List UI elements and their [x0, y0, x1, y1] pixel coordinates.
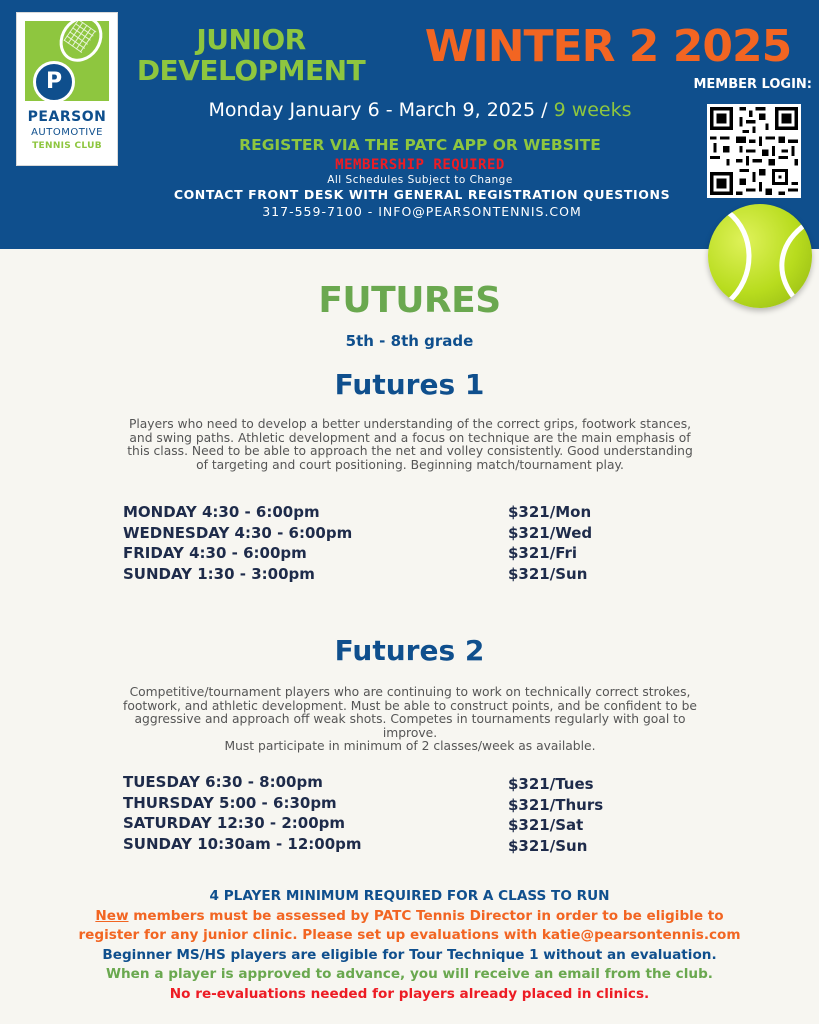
schedule-prices-futures-2 [508, 774, 603, 856]
session-dates [150, 99, 690, 121]
description-note: Must participate in minimum of 2 classes/week as available. [224, 739, 596, 753]
logo-name: PEARSON [27, 109, 107, 125]
member-login-label: MEMBER LOGIN: [693, 77, 812, 92]
schedule-time: SATURDAY 12:30 - 2:00pm [123, 814, 346, 832]
logo-club-name: TENNIS CLUB [32, 141, 102, 151]
date-separator: / [541, 99, 548, 121]
grade-range: 5th - 8th grade [345, 332, 474, 350]
date-range: Monday January 6 - March 9, 2025 [208, 99, 536, 121]
schedule-time: SUNDAY 1:30 - 3:00pm [123, 564, 315, 583]
schedule-time: THURSDAY 5:00 - 6:30pm [123, 793, 337, 812]
week-count: 9 weeks [553, 99, 632, 121]
schedule-time: FRIDAY 4:30 - 6:00pm [123, 544, 307, 562]
header-banner [0, 0, 819, 249]
minimum-players-note: 4 PLAYER MINIMUM REQUIRED FOR A CLASS TO RUN [209, 888, 610, 904]
schedule-notice: All Schedules Subject to Change [327, 174, 513, 186]
program-title: JUNIOR DEVELOPMENT [136, 23, 366, 87]
register-instructions: REGISTER VIA THE PATC APP OR WEBSITE [239, 136, 601, 154]
assessment-note-line-2[interactable]: register for any junior clinic. Please set up evaluations with katie@pearsontennis.com [78, 927, 741, 943]
section-title-futures-1: Futures 1 [334, 368, 485, 401]
assessment-note-line-1 [0, 907, 819, 927]
schedule-price: $321/Thurs [508, 795, 604, 814]
schedule-time: TUESDAY 6:30 - 8:00pm [123, 773, 323, 791]
schedule-price: $321/Sun [508, 836, 588, 855]
schedule-price: $321/Sat [508, 816, 584, 834]
advance-note: When a player is approved to advance, you will receive an email from the club. [106, 966, 713, 982]
contact-line: CONTACT FRONT DESK WITH GENERAL REGISTRATION QUESTIONS [173, 187, 671, 202]
schedule-time: MONDAY 4:30 - 6:00pm [123, 503, 320, 521]
section-description-futures-2 [120, 686, 700, 754]
logo-subtitle: AUTOMOTIVE [31, 127, 103, 138]
membership-required: MEMBERSHIP REQUIRED [335, 157, 505, 173]
schedule-time: WEDNESDAY 4:30 - 6:00pm [123, 523, 353, 542]
footer-notes [0, 887, 819, 1004]
schedule-time: SUNDAY 10:30am - 12:00pm [123, 834, 362, 853]
schedule-prices-futures-1 [508, 502, 592, 584]
schedule-price: $321/Mon [508, 503, 592, 521]
beginner-note: Beginner MS/HS players are eligible for Tour Technique 1 without an evaluation. [102, 946, 717, 963]
reevaluation-note: No re-evaluations needed for players already placed in clinics. [169, 985, 650, 1002]
schedule-times-futures-1 [123, 502, 352, 584]
assessment-text: members must be assessed by PATC Tennis Director in order to be eligible to [128, 907, 724, 924]
schedule-times-futures-2 [123, 772, 362, 854]
section-description-futures-1: Players who need to develop a better understanding of the correct grips, footwork stances, and swing paths. Athletic development and a focus on technique are the main emphasis of this class. Need to be able to approach the net and volley consistently. Good understanding of targeting and court positioning. Beginning match/tournament play. [127, 417, 693, 472]
section-title-futures-2: Futures 2 [334, 634, 485, 667]
club-logo[interactable] [16, 12, 118, 166]
phone-email[interactable]: 317-559-7100 - INFO@PEARSONTENNIS.COM [262, 204, 582, 219]
new-word: New [95, 907, 129, 924]
qr-code-icon[interactable] [707, 104, 801, 198]
description-text: Competitive/tournament players who are continuing to work on technically correct strokes, footwork, and athletic development. Must be able to construct points, and be confident to be aggressive and approach off weak shots. Competes in tournaments regularly with goal to improve. [123, 685, 697, 740]
schedule-price: $321/Sun [508, 564, 588, 583]
logo-letter: P [33, 61, 75, 103]
session-title: WINTER 2 2025 [424, 21, 792, 72]
schedule-price: $321/Fri [508, 544, 578, 562]
program-level-title: FUTURES [318, 280, 501, 321]
schedule-price: $321/Wed [508, 523, 593, 542]
schedule-price: $321/Tues [508, 775, 594, 793]
